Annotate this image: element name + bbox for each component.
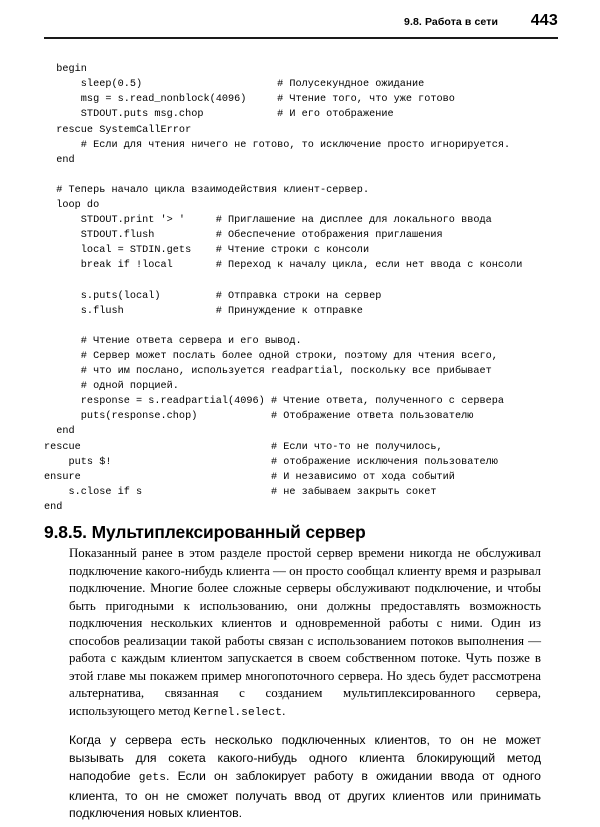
code-line: # одной порцией. xyxy=(44,381,179,393)
code-line: # Чтение ответа сервера и его вывод. xyxy=(44,335,302,347)
running-head-title: 9.8. Работа в сети xyxy=(404,16,498,28)
para-2: Когда у сервера есть несколько подключенных клиентов, то он не может вызывать для сокета какого-нибудь одного клиента блокирующий метод наподобие gets. Если он заблокирует работу в ожидании ввода от одного клиента, то он не сможет получать ввод от других клиентов или принимать подключения новых клиентов. xyxy=(69,733,541,821)
code-line: puts(response.chop) # Отображение ответа пользователю xyxy=(44,411,474,423)
inline-code: gets xyxy=(138,771,167,784)
para-1: Показанный ранее в этом разделе простой сервер времени никогда не обслуживал подключение какого-нибудь клиента — он просто сообщал клиенту время и разрывал подключение. Многие более сложные серверы обслуживают подключение, и чтобы быть пригодными к использованию, они должны предоставлять возможность подключения нескольких клиентов и одновременной работы с ними. Один из способов реализации такой работы связан с использованием потоков выполнения — работа с каждым клиентом запускается в своем собственном потоке. Чуть позже в этой главе мы покажем пример многопоточного сервера. Но здесь будет рассмотрена альтернатива, связанная с созданием мультиплексированного сервера, использующего метод Kernel.select. xyxy=(69,546,541,719)
code-line xyxy=(44,168,564,183)
code-line: s.close if s # не забываем закрыть сокет xyxy=(44,486,437,498)
code-line: end xyxy=(44,501,63,513)
section-heading: 9.8.5. Мультиплексированный сервер xyxy=(44,522,366,543)
code-line: local = STDIN.gets # Чтение строки с консоли xyxy=(44,245,370,257)
code-line: loop do xyxy=(44,200,100,212)
code-line: # Если для чтения ничего не готово, то исключение просто игнорируется. xyxy=(44,139,511,151)
code-line: response = s.readpartial(4096) # Чтение ответа, полученного с сервера xyxy=(44,396,505,408)
code-line: rescue # Если что-то не получилось, xyxy=(44,441,443,453)
code-line: # что им послано, используется readpartial, поскольку все прибывает xyxy=(44,366,492,378)
code-line: # Теперь начало цикла взаимодействия клиент-сервер. xyxy=(44,184,370,196)
code-line: s.puts(local) # Отправка строки на сервер xyxy=(44,290,382,302)
code-line: # Сервер может послать более одной строки, поэтому для чтения всего, xyxy=(44,350,498,362)
code-line: puts $! # отображение исключения пользователю xyxy=(44,456,498,468)
code-line: s.flush # Принуждение к отправке xyxy=(44,305,363,317)
code-line xyxy=(44,319,564,334)
code-line: end xyxy=(44,426,75,438)
code-line: end xyxy=(44,154,75,166)
body-copy xyxy=(69,545,541,823)
page-number: 443 xyxy=(530,12,558,29)
running-head xyxy=(48,12,558,34)
code-line: STDOUT.flush # Обеспечение отображения приглашения xyxy=(44,230,443,242)
code-line xyxy=(44,274,564,289)
header-rule xyxy=(44,37,558,39)
code-line: sleep(0.5) # Полусекундное ожидание xyxy=(44,79,425,91)
code-line: ensure # И независимо от хода событий xyxy=(44,471,455,483)
code-line: begin xyxy=(44,64,87,76)
code-listing xyxy=(44,62,564,515)
inline-code: Kernel.select xyxy=(193,706,283,719)
code-line: msg = s.read_nonblock(4096) # Чтение того, что уже готово xyxy=(44,94,455,106)
code-line: break if !local # Переход к началу цикла, если нет ввода с консоли xyxy=(44,260,523,272)
code-line: STDOUT.print '> ' # Приглашение на дисплее для локального ввода xyxy=(44,215,492,227)
code-line: rescue SystemCallError xyxy=(44,124,192,136)
code-line: STDOUT.puts msg.chop # И его отображение xyxy=(44,109,394,121)
